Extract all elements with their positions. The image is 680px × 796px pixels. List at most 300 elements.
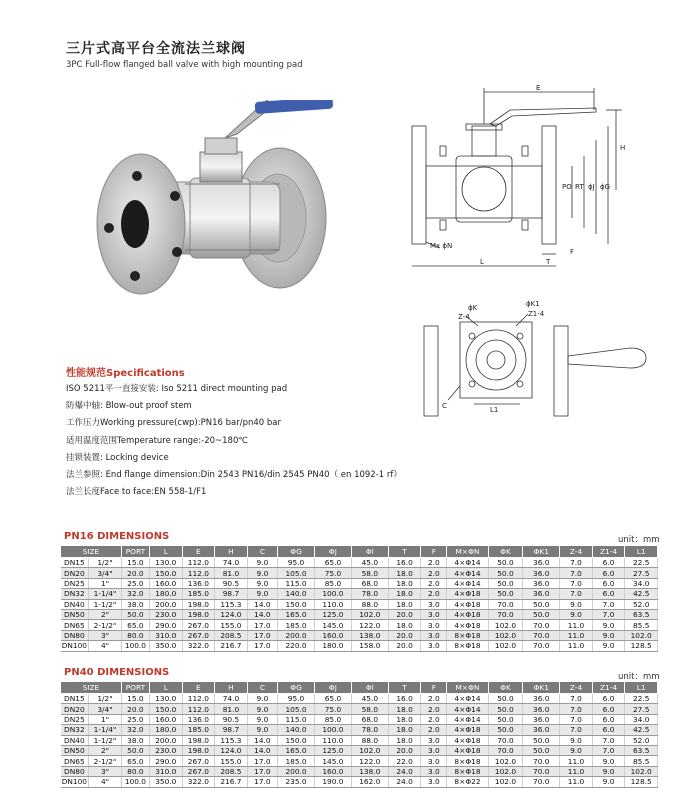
- table-cell: 85.0: [314, 578, 351, 588]
- table-cell: 4×Φ18: [447, 589, 488, 599]
- table-cell: 9.0: [247, 694, 277, 704]
- table-cell: 267.0: [182, 766, 215, 776]
- table-cell: 65.0: [314, 558, 351, 568]
- table-row: [61, 578, 658, 588]
- table-cell: DN80: [61, 766, 89, 776]
- table-cell: 322.0: [182, 777, 215, 787]
- column-header: H: [215, 546, 248, 558]
- table-cell: 18.0: [388, 599, 421, 609]
- column-header: PORT: [121, 546, 149, 558]
- table-cell: 2.0: [421, 568, 447, 578]
- table-cell: 25.0: [121, 578, 149, 588]
- table-cell: 1-1/2": [89, 735, 122, 745]
- column-header: Z-4: [560, 682, 593, 694]
- table-row: [61, 756, 658, 766]
- table-cell: DN100: [61, 777, 88, 787]
- table-cell: 52.0: [625, 599, 658, 609]
- table-cell: 14.0: [247, 745, 277, 755]
- table-cell: 65.0: [121, 620, 149, 630]
- table-cell: 16.0: [388, 558, 421, 568]
- table-cell: 90.5: [215, 714, 248, 724]
- table-cell: 102.0: [488, 766, 523, 776]
- table-cell: 7.0: [560, 578, 593, 588]
- column-header: Φl: [351, 682, 388, 694]
- table-cell: 140.0: [278, 725, 315, 735]
- table-cell: 4": [89, 777, 122, 787]
- table-cell: 112.0: [182, 704, 215, 714]
- table-cell: 7.0: [560, 558, 593, 568]
- column-header: T: [388, 682, 421, 694]
- table-cell: 50.0: [121, 609, 149, 619]
- ball-valve-photo: [95, 100, 335, 300]
- table-cell: 27.5: [625, 704, 658, 714]
- table-cell: 155.0: [215, 620, 248, 630]
- label-phig: ϕG: [600, 183, 611, 191]
- table-cell: DN32: [61, 725, 89, 735]
- table-cell: 70.0: [488, 599, 523, 609]
- table-row: [61, 704, 658, 714]
- table-cell: 2-1/2": [89, 756, 122, 766]
- table-cell: 36.0: [523, 568, 560, 578]
- table-cell: 185.0: [182, 725, 215, 735]
- table-cell: 24.0: [388, 766, 421, 776]
- table-cell: 3.0: [421, 620, 447, 630]
- table-cell: 310.0: [150, 630, 183, 640]
- column-header: ΦK: [488, 546, 523, 558]
- table-cell: 90.5: [215, 578, 248, 588]
- table-cell: 190.0: [314, 777, 351, 787]
- table-cell: DN32: [61, 589, 89, 599]
- table-row: [61, 777, 658, 787]
- table-cell: 150.0: [278, 599, 315, 609]
- table-cell: 2": [89, 745, 122, 755]
- label-c: C: [442, 402, 447, 410]
- table-cell: 50.0: [488, 558, 523, 568]
- table-cell: 208.5: [215, 630, 248, 640]
- table-cell: 198.0: [182, 609, 215, 619]
- table-cell: 115.3: [215, 599, 248, 609]
- table-cell: 70.0: [523, 620, 560, 630]
- label-po: PO: [562, 183, 572, 191]
- table-cell: DN25: [61, 578, 89, 588]
- table-cell: 20.0: [388, 609, 421, 619]
- table-cell: 38.0: [121, 735, 149, 745]
- table-row: [61, 714, 658, 724]
- column-header: L1: [625, 546, 658, 558]
- column-header: T: [388, 546, 421, 558]
- table-cell: 65.0: [314, 694, 351, 704]
- table-cell: 102.0: [488, 620, 523, 630]
- table-cell: 2.0: [421, 558, 447, 568]
- table-cell: 100.0: [314, 589, 351, 599]
- table-cell: 6.0: [592, 704, 625, 714]
- table-cell: 18.0: [388, 578, 421, 588]
- table-row: [61, 641, 658, 651]
- table-cell: 267.0: [182, 630, 215, 640]
- table-cell: 9.0: [592, 630, 625, 640]
- table-cell: 9.0: [592, 620, 625, 630]
- table-cell: 9.0: [247, 714, 277, 724]
- table-cell: 128.5: [625, 777, 658, 787]
- table-cell: 115.0: [278, 714, 315, 724]
- table-cell: 50.0: [488, 694, 523, 704]
- table-cell: 8×Φ22: [447, 777, 488, 787]
- column-header: ΦK1: [523, 682, 560, 694]
- table-row: [61, 609, 658, 619]
- table-cell: 4×Φ14: [447, 694, 488, 704]
- table-cell: 208.5: [215, 766, 248, 776]
- table-cell: 4×Φ14: [447, 704, 488, 714]
- table-cell: 7.0: [592, 745, 625, 755]
- table-row: [61, 694, 658, 704]
- table-cell: 3.0: [421, 745, 447, 755]
- table-cell: 4×Φ18: [447, 735, 488, 745]
- table-cell: 165.0: [278, 609, 315, 619]
- table-cell: 112.0: [182, 694, 215, 704]
- table-cell: 125.0: [314, 609, 351, 619]
- table-cell: 130.0: [150, 558, 183, 568]
- table-cell: 112.0: [182, 568, 215, 578]
- table-cell: 85.0: [314, 714, 351, 724]
- label-e: E: [536, 84, 541, 92]
- table-cell: 15.0: [121, 694, 149, 704]
- table-cell: 3/4": [89, 704, 122, 714]
- label-l: L: [480, 258, 484, 266]
- table-cell: 1/2": [89, 694, 122, 704]
- table-cell: 70.0: [523, 641, 560, 651]
- table-cell: 42.5: [625, 589, 658, 599]
- table-cell: 36.0: [523, 558, 560, 568]
- table-cell: 3": [89, 630, 122, 640]
- table-cell: 1": [89, 714, 122, 724]
- table-cell: 18.0: [388, 620, 421, 630]
- spec-item: 挂锁装置: Locking device: [66, 452, 169, 463]
- table-cell: 128.5: [625, 641, 658, 651]
- table-cell: 18.0: [388, 714, 421, 724]
- table-cell: 6.0: [592, 589, 625, 599]
- table-cell: 18.0: [388, 735, 421, 745]
- table-cell: 150.0: [150, 704, 183, 714]
- table-cell: 11.0: [560, 777, 593, 787]
- table-cell: 78.0: [351, 589, 388, 599]
- table-cell: 102.0: [488, 641, 523, 651]
- table-cell: 160.0: [150, 578, 183, 588]
- table-cell: 22.5: [625, 694, 658, 704]
- column-header: L1: [625, 682, 658, 694]
- table-cell: 102.0: [488, 756, 523, 766]
- table-cell: 200.0: [278, 630, 315, 640]
- table-cell: 4×Φ14: [447, 714, 488, 724]
- table-cell: 200.0: [150, 735, 183, 745]
- table-row: [61, 568, 658, 578]
- table-cell: 125.0: [314, 745, 351, 755]
- table-cell: 162.0: [351, 777, 388, 787]
- table-cell: 80.0: [121, 766, 149, 776]
- table-cell: DN100: [61, 641, 88, 651]
- table-cell: 2": [89, 609, 122, 619]
- table-cell: 198.0: [182, 745, 215, 755]
- table-cell: 34.0: [625, 714, 658, 724]
- table-cell: 1": [89, 578, 122, 588]
- table-cell: DN80: [61, 630, 89, 640]
- table-cell: 50.0: [488, 714, 523, 724]
- table-cell: 155.0: [215, 756, 248, 766]
- table-cell: DN15: [61, 558, 89, 568]
- table-cell: 15.0: [121, 558, 149, 568]
- table-cell: 102.0: [351, 745, 388, 755]
- table-cell: 6.0: [592, 694, 625, 704]
- table-cell: 58.0: [351, 568, 388, 578]
- table-cell: 25.0: [121, 714, 149, 724]
- column-header: SIZE: [61, 682, 122, 694]
- table-cell: 8×Φ18: [447, 756, 488, 766]
- table-cell: 11.0: [560, 766, 593, 776]
- table-cell: 100.0: [314, 725, 351, 735]
- table-cell: 145.0: [314, 620, 351, 630]
- pn40-dimensions-table: [60, 681, 658, 788]
- spec-item: 防爆中轴: Blow-out proof stem: [66, 401, 192, 412]
- table-cell: 88.0: [351, 735, 388, 745]
- table-row: [61, 725, 658, 735]
- table-cell: 105.0: [278, 704, 315, 714]
- column-header: C: [247, 546, 277, 558]
- table-cell: 20.0: [388, 745, 421, 755]
- table-cell: 95.0: [278, 558, 315, 568]
- table-cell: 81.0: [215, 704, 248, 714]
- table-cell: DN20: [61, 568, 89, 578]
- table-cell: 3/4": [89, 568, 122, 578]
- table-cell: 9.0: [560, 609, 593, 619]
- table-cell: 2.0: [421, 714, 447, 724]
- table-cell: 100.0: [121, 777, 149, 787]
- table-cell: 1-1/4": [89, 589, 122, 599]
- table-cell: 185.0: [278, 756, 315, 766]
- table-cell: 9.0: [592, 756, 625, 766]
- table-cell: 17.0: [247, 756, 277, 766]
- table-cell: 81.0: [215, 568, 248, 578]
- table-cell: 50.0: [523, 599, 560, 609]
- table-cell: 216.7: [215, 777, 248, 787]
- table-cell: 102.0: [625, 766, 658, 776]
- table-cell: 1-1/2": [89, 599, 122, 609]
- table-row: [61, 589, 658, 599]
- table-cell: 185.0: [278, 620, 315, 630]
- label-z4: Z-4: [458, 313, 470, 321]
- table-cell: 70.0: [523, 756, 560, 766]
- pn16-unit-label: unit：mm: [618, 535, 660, 545]
- pn40-table-title: PN40 DIMENSIONS: [64, 667, 170, 678]
- table-cell: 267.0: [182, 756, 215, 766]
- table-cell: 138.0: [351, 766, 388, 776]
- table-row: [61, 745, 658, 755]
- table-cell: 17.0: [247, 630, 277, 640]
- table-cell: 1-1/4": [89, 725, 122, 735]
- label-mxn: Mx ϕN: [430, 242, 453, 250]
- table-cell: 4×Φ14: [447, 568, 488, 578]
- table-cell: 112.0: [182, 558, 215, 568]
- table-cell: 36.0: [523, 578, 560, 588]
- table-cell: 50.0: [488, 704, 523, 714]
- table-cell: 50.0: [488, 589, 523, 599]
- table-cell: 74.0: [215, 558, 248, 568]
- column-header: Z-4: [560, 546, 593, 558]
- table-cell: 6.0: [592, 725, 625, 735]
- table-cell: 180.0: [150, 725, 183, 735]
- table-cell: 36.0: [523, 704, 560, 714]
- table-cell: 6.0: [592, 578, 625, 588]
- table-cell: 3.0: [421, 599, 447, 609]
- table-row: [61, 620, 658, 630]
- table-cell: 198.0: [182, 599, 215, 609]
- table-cell: 22.0: [388, 756, 421, 766]
- table-cell: 11.0: [560, 630, 593, 640]
- table-cell: 3.0: [421, 766, 447, 776]
- table-cell: 216.7: [215, 641, 248, 651]
- table-cell: 350.0: [150, 641, 183, 651]
- table-cell: 165.0: [278, 745, 315, 755]
- table-cell: DN25: [61, 714, 89, 724]
- table-cell: 8×Φ18: [447, 766, 488, 776]
- table-row: [61, 766, 658, 776]
- table-cell: 70.0: [488, 609, 523, 619]
- table-cell: 17.0: [247, 777, 277, 787]
- table-cell: 36.0: [523, 589, 560, 599]
- table-cell: 27.5: [625, 568, 658, 578]
- table-cell: 7.0: [560, 694, 593, 704]
- table-cell: 180.0: [314, 641, 351, 651]
- table-cell: 18.0: [388, 704, 421, 714]
- table-cell: 7.0: [592, 735, 625, 745]
- table-cell: 98.7: [215, 589, 248, 599]
- table-cell: 9.0: [560, 599, 593, 609]
- table-cell: 150.0: [278, 735, 315, 745]
- table-cell: 136.0: [182, 578, 215, 588]
- label-phik: ϕK: [468, 304, 478, 312]
- table-cell: DN65: [61, 756, 89, 766]
- table-cell: 290.0: [150, 756, 183, 766]
- table-cell: 150.0: [150, 568, 183, 578]
- table-cell: 310.0: [150, 766, 183, 776]
- table-row: [61, 735, 658, 745]
- label-h: H: [620, 144, 626, 152]
- label-f: F: [570, 248, 575, 256]
- column-header: PORT: [121, 682, 149, 694]
- table-cell: 50.0: [121, 745, 149, 755]
- column-header: ΦG: [278, 546, 315, 558]
- column-header: M×ΦN: [447, 682, 488, 694]
- table-cell: 20.0: [388, 641, 421, 651]
- table-cell: 9.0: [247, 725, 277, 735]
- table-cell: DN50: [61, 745, 89, 755]
- table-cell: 50.0: [488, 568, 523, 578]
- table-cell: 7.0: [560, 714, 593, 724]
- table-cell: 18.0: [388, 725, 421, 735]
- pn16-dimensions-table: [60, 545, 658, 652]
- table-cell: 50.0: [523, 609, 560, 619]
- table-cell: 16.0: [388, 694, 421, 704]
- table-cell: 115.3: [215, 735, 248, 745]
- table-cell: 6.0: [592, 714, 625, 724]
- table-cell: 36.0: [523, 725, 560, 735]
- table-cell: 8×Φ18: [447, 630, 488, 640]
- column-header: ΦK1: [523, 546, 560, 558]
- column-header: Z1-4: [592, 546, 625, 558]
- table-cell: 14.0: [247, 735, 277, 745]
- column-header: Z1-4: [592, 682, 625, 694]
- table-cell: 158.0: [351, 641, 388, 651]
- table-cell: 7.0: [560, 568, 593, 578]
- column-header: Φl: [351, 546, 388, 558]
- table-cell: 9.0: [592, 641, 625, 651]
- table-cell: 122.0: [351, 620, 388, 630]
- table-cell: 11.0: [560, 756, 593, 766]
- table-cell: 2.0: [421, 704, 447, 714]
- table-cell: 140.0: [278, 589, 315, 599]
- table-cell: 70.0: [523, 766, 560, 776]
- table-cell: 3.0: [421, 641, 447, 651]
- table-cell: 6.0: [592, 568, 625, 578]
- top-view-drawing: [420, 296, 650, 426]
- label-t: T: [546, 258, 551, 266]
- table-cell: 17.0: [247, 620, 277, 630]
- table-cell: 290.0: [150, 620, 183, 630]
- table-cell: 115.0: [278, 578, 315, 588]
- table-cell: 4×Φ14: [447, 558, 488, 568]
- table-cell: 124.0: [215, 609, 248, 619]
- table-cell: 102.0: [488, 630, 523, 640]
- table-cell: 230.0: [150, 745, 183, 755]
- spec-item: 法兰参照: End flange dimension:Din 2543 PN16/din 2545 PN40（ en 1092-1 rf）: [66, 470, 402, 481]
- table-cell: 4×Φ18: [447, 609, 488, 619]
- table-cell: 22.5: [625, 558, 658, 568]
- table-cell: DN15: [61, 694, 89, 704]
- table-cell: 88.0: [351, 599, 388, 609]
- table-cell: 3": [89, 766, 122, 776]
- table-cell: 198.0: [182, 735, 215, 745]
- table-cell: 50.0: [488, 578, 523, 588]
- table-cell: 4×Φ18: [447, 599, 488, 609]
- table-cell: 9.0: [247, 589, 277, 599]
- table-cell: 200.0: [278, 766, 315, 776]
- table-cell: 2.0: [421, 694, 447, 704]
- table-cell: 145.0: [314, 756, 351, 766]
- table-cell: 4×Φ18: [447, 620, 488, 630]
- pn40-unit-label: unit：mm: [618, 672, 660, 682]
- table-cell: 3.0: [421, 630, 447, 640]
- table-cell: 124.0: [215, 745, 248, 755]
- table-cell: 105.0: [278, 568, 315, 578]
- spec-item: 法兰长度Face to face:EN 558-1/F1: [66, 487, 207, 498]
- table-cell: DN40: [61, 735, 89, 745]
- table-cell: 32.0: [121, 589, 149, 599]
- table-cell: 110.0: [314, 599, 351, 609]
- table-cell: 78.0: [351, 725, 388, 735]
- specifications-heading: 性能规范Specifications: [66, 368, 185, 379]
- table-cell: 2.0: [421, 725, 447, 735]
- table-cell: 63.5: [625, 745, 658, 755]
- table-cell: 17.0: [247, 641, 277, 651]
- table-cell: 102.0: [488, 777, 523, 787]
- table-cell: 85.5: [625, 756, 658, 766]
- table-cell: 42.5: [625, 725, 658, 735]
- table-cell: 75.0: [314, 704, 351, 714]
- table-cell: 74.0: [215, 694, 248, 704]
- column-header: F: [421, 682, 447, 694]
- table-cell: 50.0: [523, 745, 560, 755]
- label-phij: ϕJ: [588, 183, 595, 191]
- table-cell: 7.0: [560, 725, 593, 735]
- table-cell: 14.0: [247, 609, 277, 619]
